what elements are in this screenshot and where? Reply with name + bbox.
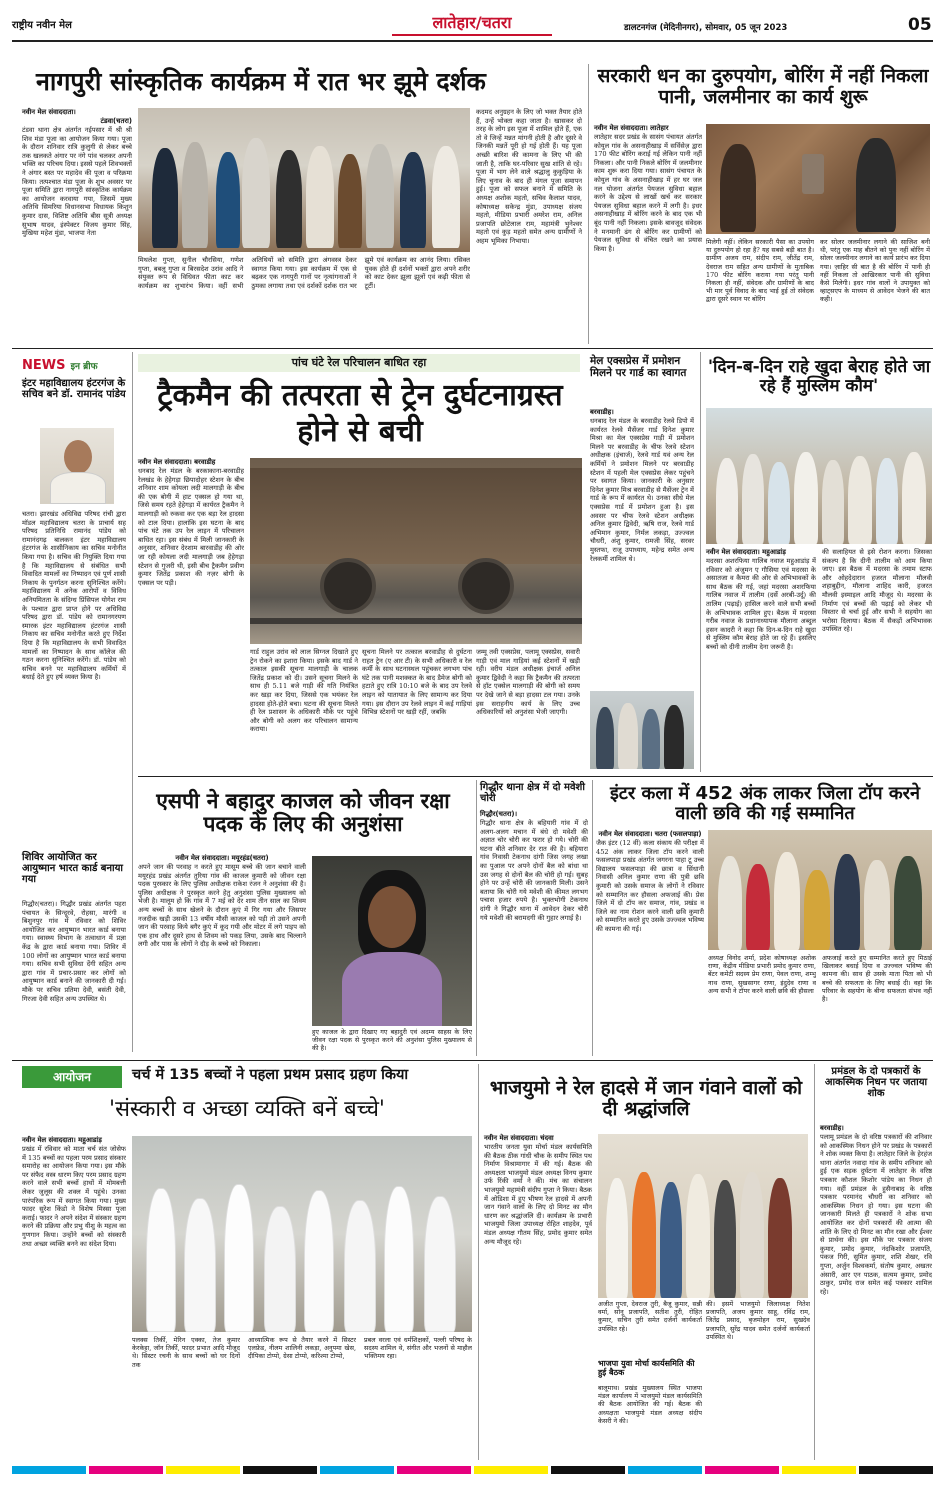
- brief2-body: गिद्धौर(चतरा)। गिद्धौर प्रखंड अंतर्गत पहरा पंचायत के सिन्दूरवे, रोहसा, मारंगी व बिशुनपुर गांव में रविवार को शिविर आयोजित कर आयुष्मान भारत कार्ड बनाया गया। स्वास्थ्य विभाग के तत्वाधान में प्रज्ञा केंद्र के द्वारा कार्ड बनाया गया। शिविर में 100 लोगों का आयुष्मान भारत कार्ड बनाया गया। सचिव सभी सुविधा देंगी सहित अन्य द्वारा गांव में प्रचार-प्रसार कर लोगों को आयुष्मान कार्ड बनाने की जानकारी दी गई। मौके पर सचिव प्रतिमा देवी, बसंती देवी, गिरजा देवी सहित अन्य उपस्थित थे।: [22, 900, 126, 1003]
- story5-col1: [706, 548, 816, 770]
- story9-photo: [132, 1136, 472, 1332]
- story6-caption: हुए काजल के द्वारा दिखाए गए बहादुरी एवं अदम्य साहस के लिए जीवन रक्षा पदक से पुरस्कृत करने की अनुशंसा पुलिस मुख्यालय से की है।: [312, 1028, 472, 1053]
- story1-byline: नवीन मेल संवाददाता।: [22, 108, 76, 116]
- story10-byline: नवीन मेल संवाददाता। चंदवा: [484, 1134, 554, 1142]
- story5-body: मदरसा अशरफिया गालिब नवाज महुआडांड़ में रविवार को अंजुमन ए गौसिया एवं मदरसा के असातजा व कैमरा की ओर से अभिभावकों के साथ बैठक की गई, जहां मदरसा अशरफिया गालिब नवाज में तालीम (दर्से अरबी-उर्दू) की तालिम (पढ़ाई) हासिल करने वाले सभी बच्चों के अभिभावक शामिल हुए। बैठक में मदरसा गरीब नवाज के प्रधानाध्यापक मौलाना अब्दुल हसन कादरी ने कहा कि दिन-ब-दिन राहे खुदा से मुस्लिम कौम बेराह होते जा रहे हैं। इसलिए बच्चों को दीनी तालीम देना जरूरी है।: [706, 557, 816, 651]
- story5-photo: [706, 408, 932, 544]
- story8-byline: नवीन मेल संवाददाता। चतरा (फसलपाड़ा): [598, 830, 702, 838]
- story1-body: टंडवा थाना क्षेत्र अंतर्गत नईपसार में श्री श्री शिव मंडा पूजा का आयोजन किया गया। पूजा के दौरान शनिवार रात्रि कुलुगी से लेकर बच्चे तक खलकते अंगार पर नंगे पांव चलकर अपनी भक्ति का परिचय दिया। इससे पहले शिवभक्तों ने अंगार बस्त पर महादेव की पूजा व परिक्रमा किया। तत्पश्चात मंडा पूजा के शुभ अवसर पर पूजा समिति द्वारा नागपुरी सांस्कृतिक कार्यक्रम का आयोजन करवाया गया, जिसमें मुख्य अतिथि सिमरिया विधानसभा विधायक किशुन कुमार दास, विशिष्ट अतिथि बीस सूत्री अध्यक्ष सुभाष यादव, इंस्पेक्टर विजय कुमार सिंह, मुखिया महेश मुंडा, भाजपा नेता: [22, 126, 132, 238]
- story9-kicker-label: आयोजन: [53, 1070, 91, 1084]
- section-title-box: [392, 14, 552, 36]
- story3-photo: [250, 458, 582, 644]
- story8-caption1: अध्यक्ष विनोद शर्मा, प्रदेश कोषाध्यक्ष अशोक राणा, केंद्रीय मीडिया प्रभारी प्रमोद कुमार राणा, बेंटर कमेटी सदस्य प्रेम राणा, पेवल राणा, शम्भु नाथ राणा, सुखसागर राणा, इंदुदेव राणा व अन्य सभी ने टॉपर करने वाली छवि की हौसला: [708, 954, 816, 995]
- divider: [132, 352, 133, 1052]
- dateline: डालटनगंज (मेदिनीनगर), सोमवार, 05 जून 2023: [624, 23, 788, 33]
- story2-photo: [706, 124, 930, 234]
- story9-caption2: आध्यात्मिक रूप से तैयार करने में सिस्टर एलफ्रेड, नीलम शालिनी लकड़ा, अनुपमा खेस, दीपिका टोप्पो, ग्रेसा टोप्पो, करिश्मा टोप्पो,: [248, 1336, 356, 1361]
- wheel: [458, 558, 514, 614]
- story9-kicker: [22, 1066, 122, 1088]
- story3-kicker-bar: [138, 354, 580, 372]
- story2-body: लातेहार सदर प्रखंड के सासंग पंचायत अंतर्गत कोयुल गांव के असनाहीखाड़ में सर्विसेज़ द्वारा 170 फीट बोरिंग कराई गई लेकिन पानी नहीं निकला। और पानी निकले बोरिंग में जलमीनार काम शुरू करा दिया गया। सासंग पंचायत के कोयुल गांव के असनाहीखाड़ में हर घर जल नल योजना अंतर्गत पेयजल सुविधा बहाल करने के उद्देश्य से लाखों खर्च कर सरकार पेयजल सुविधा बहाल करने में लगी है। इधर असनाहीखाड़ में बोरिंग करने के बाद एक भी बूंद पानी नहीं निकला। इसके बावजूद संवेदक ने मनमानी ढंग से बोरिंग कर ग्रामीणों को पेयजल सुविधा से वंचित रखने का प्रयास किया है।: [594, 133, 702, 253]
- story10-photo: [598, 1134, 808, 1298]
- story3-kicker: पांच घंटे रेल परिचालन बाधित रहा: [291, 356, 427, 369]
- portrait-shirt: [50, 472, 106, 504]
- story3-body2: गार्ड राहुल उरांव को लाल सिग्नल दिखाते हुए ट्रेन रोकने का इशारा किया। इसके बाद गार्ड ने तत्काल इसकी सूचना मालगाड़ी के चालक जितेंद्र प्रकाश को दी। उसने सूचना मिलने के साथ ही 5.11 बजे गाड़ी की गति नियंत्रित कर खड़ा कर दिया, जिससे एक भयंकर रेल हादसा होते-होते बचा। घटना की सूचना मिलते ही रेल प्रशासन के अधिकारी मौके पर पहुंचे और बोगी को अलग कर परिचालन सामान्य कराया।: [250, 648, 358, 734]
- story1-text-lower: [138, 256, 470, 342]
- story3-byline: नवीन मेल संवाददाता। बरवाडीह: [138, 458, 216, 466]
- story3-body3: सूचना मिलने पर तत्काल बरवाडीह से दुर्घटना राहत ट्रेन (ए आर टी) के सभी अधिकारी व रेल कर्मी के साथ घटनास्थल पहुंचकर लगभग पांच घंटे तक पानी मशक्कत के बाद डैमेज बोगी को हटाते हुए रात्रि 10:10 बजे के बाद उप रेलवे लाइन को यातायात के लिए सामान्य कर दिया गया। इस दौरान उप रेलवे लाइन में कई गाड़ियां विभिन्न स्टेशनों पर खड़ी रहीं, जबकि: [362, 648, 472, 717]
- story1-photo: [138, 108, 470, 252]
- rail-track: [250, 618, 582, 624]
- divider: [476, 780, 477, 1056]
- story11-col: [820, 1124, 932, 1458]
- divider: [478, 1064, 479, 1460]
- story6-body: अपने जान की परवाह न करते हुए मासूम बच्चे की जान बचाने वाली मयूरहंड प्रखंड अंतर्गत तुरिया गांव की काजल कुमारी को जीवन रक्षा पदक पुरस्कार के लिए पुलिस अधीक्षक राकेश रंजन ने अनुशंसा की है। पुलिस अधीक्षक ने पुरस्कृत करने हेतु अनुशंसा पुलिस मुख्यालय को भेजी है। मालूम हो कि गांव में 7 मई को देर शाम तीन साल का शिवम अन्य बच्चों के साथ खेलने के दौरान कुएं में गिर गया और जिसपर नजदीक खड़ी उसकी 13 वर्षीय मौसी काजल को पड़ी तो उसने अपनी जान की परवाह किये बगैर कुएं में कूद गयी और मोटर में लगे पाइप को एक हाथ और दूसरे हाथ से शिवम को पकड़ लिया, उसके बाद चिल्लाने लगी और पास के लोगों ने दौड़ के बच्चे को निकाला।: [138, 863, 306, 949]
- story8-photo: [708, 830, 932, 950]
- portrait-face: [64, 440, 92, 474]
- registration-bar: [12, 1466, 933, 1474]
- story2-col1: [594, 124, 702, 342]
- story2-caption1: मिलेगी नहीं। लेकिन सरकारी पैसा का उपयोग या दुरुपयोग हो रहा है? यह सबसे बड़ी बात है। ग्रामीण अजय राम, संदीप राम, जीतेंद्र राम, देवराज राम सहित अन्य ग्रामीणों के मुताबिक 170 फीट बोरिंग कराया गया परंतु पानी निकला ही नहीं, संवेदक और ग्रामीणों के बाद भी मार पूर्व विवाद के बाद भाई हुई तो संवेदक द्वारा दूसरे स्थान पर बोरिंग: [706, 238, 814, 304]
- story1-text-col1: [22, 108, 132, 338]
- story10-subheadline: भाजपा युवा मोर्चा कार्यसमिति की हुई बैठक: [598, 1359, 695, 1377]
- story1-body2: मिथलेश गुप्ता, सुनील चौरसिया, गणेश गुप्ता, बबलू गुप्ता व बिरसदेश उरांव आदि ने संयुक्त रूप से विधिवत फीता काट कर कार्यक्रम का शुभारंभ किया। वहीं सभी अतिथियों को समिति द्वारा अंगवस्त्र देकर स्वागत किया गया। इस कार्यक्रम में एक से बढ़कर एक नागपुरी गानों पर नृत्यांगनाओं ने ठुमका लगाया तथा एवं दर्शकों दर्शक रात भर झूमे एवं कार्यक्रम का आनंद लिया। रसिक्त युवक होते ही दर्शनों भक्तों द्वारा अपने शरीर को काट देकर झूला झूलों एवं कढ़ी फीता से टूटीं।: [138, 256, 470, 290]
- story8-col1: [596, 830, 704, 1054]
- story6-photo: [312, 856, 472, 1026]
- story11-body: पलामू प्रमंडल के दो वरिष्ठ पत्रकारों की शनिवार को आकस्मिक निधन होने पर प्रखंड के पत्रकारों ने शोक व्यक्त किया है। लातेहार जिले के हेरहंज थाना अंतर्गत नवादा गांव के समीप शनिवार को हुई एक सड़क दुर्घटना में लातेहार के वरिष्ठ पत्रकार कौशल किशोर पांडेय का निधन हो गया। वहीं प्रमंडल के हुसैनाबाद के वरिष्ठ पत्रकार परमानंद चौधरी का शनिवार को आकस्मिक निधन हो गया। इस घटना की जानकारी मिलते ही पत्रकारों ने शोक सभा आयोजित कर दोनों पत्रकारों की आत्मा की शांति के लिए दो मिनट का मौन रखा और ईश्वर से प्रार्थना की। इस मौके पर पत्रकार संजय कुमार, प्रमोद कुमार, नंदकिशोर प्रजापति, पंकज गिरी, सुमित कुमार, शशि शेखर, रवि गुप्ता, अर्जुन विश्वकर्मा, संतोष कुमार, अखतर अंसारी, आर एन पाठक, सत्यम कुमार, प्रमोद ठाकुर, प्रमोद राज समेत कई पत्रकार शामिल रहे।: [820, 1133, 932, 1296]
- story11-byline: बरवाडीह।: [820, 1124, 844, 1132]
- story3-col1: [138, 458, 244, 768]
- paper-name: राष्ट्रीय नवीन मेल: [12, 20, 72, 31]
- divider: [588, 64, 589, 344]
- story5-headline: 'दिन-ब-दिन राहे खुदा बेराह होते जा रहे हैं मुस्लिम कौम': [707, 357, 931, 396]
- story7-col: [480, 810, 588, 1054]
- story9-headline: चर्च में 135 बच्चों ने पहला प्रथम प्रसाद ग्रहण किया: [132, 1067, 409, 1083]
- story10-headline: भाजयुमो ने रेल हादसे में जान गंवाने वालों को दी श्रद्धांजलि: [489, 1077, 803, 1120]
- story10-caption: की। इसमें भाजयुमो जिलाध्यक्ष नितेश प्रजापति, अजय कुमार साहू, रविंद्र राम, जितेंद्र प्रसाद, बृजमोहन राम, सुखदेव प्रजापति, सुरेंद्र यादव समेत दर्जनों कार्यकर्ता उपस्थित थे।: [706, 1300, 810, 1341]
- brief1-portrait: [40, 428, 114, 504]
- story2-byline: नवीन मेल संवाददाता। लातेहार: [594, 124, 669, 132]
- masthead-rule: [12, 40, 933, 42]
- story7-headline: गिद्धौर थाना क्षेत्र में दो मवेशी चोरी: [480, 782, 585, 804]
- story11-headline: प्रमंडल के दो पत्रकारों के आकस्मिक निधन पर जताया शोक: [824, 1066, 928, 1099]
- story7-byline: गिद्धौर(चतरा)।: [480, 810, 518, 818]
- story1-body3: कदमद अनुग्रहन के लिए जो भक्त तैयार होते हैं, उन्हें भोक्ता कहा जाता है। खासकर दो तरह के लोग इस पूजा में शामिल होते हैं, एक तो वे जिन्हें मन्नत मांगनी होती है और दूसरे वे जिनकी मन्नतें पूरी हो गई होती हैं। यह पूजा अच्छी बारिश की कामना के लिए भी की जाती है, ताकि घर-परिवार सुख शांति से रहे। पूजा में भाग लेने वाले श्रद्धालु कुकुड़िया के लिए चुनाव के बाद ही मंगल पूजा समापन हुई। पूजा को सफल बनाने में समिति के अध्यक्ष अशोक महतो, सचिव कैलाश यादव, कोषाध्यक्ष सकेन्द्र मुंडा, उपाध्यक्ष संजय महतो, मीडिया प्रभारी अमरेश राम, अनिल प्रजापति छोटेलाल राम, महामंत्री भुनेश्वर महतो एवं कुड़ महतो समेत अन्य ग्रामीणों ने अहम भूमिका निभाया।: [476, 108, 582, 245]
- story9-byline: नवीन मेल संवाददाता। महुआडांड़: [22, 1136, 102, 1144]
- story8-caption2: अफजाई करते हुए सम्मानित करते हुए मिठाई खिलाकर बधाई दिया व उज्ज्वल भविष्य की कामना की। साथ ही उसके माता पिता को भी बच्चे की सफलता के लिए बधाई दी। वहां कि परिवार के सहयोग के बीना सफलता संभव नहीं है।: [822, 954, 932, 1004]
- story10-body2: अजीत गुप्ता, देवराज तुरी, बैजू कुमार, सन्नी वर्मा, सोनू प्रजापति, सतीश तुरी, रोहित कुमार, सचिन तुरी समेत दर्जनों कार्यकर्ता उपस्थित रहे।: [598, 1300, 702, 1333]
- story4-headline: मेल एक्सप्रेस में प्रमोशन मिलने पर गार्ड का स्वागत: [590, 355, 687, 379]
- masthead: [12, 10, 933, 44]
- divider: [814, 1064, 815, 1460]
- story2-headline: सरकारी धन का दुरुपयोग, बोरिंग में नहीं निकला पानी, जलमीनार का कार्य शुरू: [597, 65, 929, 108]
- story10-col1: [484, 1134, 592, 1458]
- story9-subheadline: 'संस्कारी व अच्छा व्यक्ति बनें बच्चे': [109, 1097, 385, 1122]
- section-title: लातेहार/चतरा: [432, 13, 512, 32]
- divider: [592, 780, 593, 1056]
- story4-photo: [590, 691, 694, 769]
- page-number: 05: [908, 15, 932, 35]
- divider: [700, 352, 701, 772]
- story6-headline: एसपी ने बहादुर काजल को जीवन रक्षा पदक के लिए की अनुशंसा: [156, 789, 450, 837]
- wagon-body: [250, 468, 582, 564]
- brief1-headline: इंटर महाविद्यालय हंटरगंज के सचिव बने डॉ. रामानंद पांडेय: [22, 378, 126, 400]
- story9-caption3: प्रबल वरला एवं धर्मशिक्षकों, पल्ली परिषद के सदस्य शामिल थे, संगीत और भजनों से माहौल भक्तिमय रहा।: [364, 1336, 472, 1361]
- story7-body: गिद्धौर थाना क्षेत्र के बहियारी गांव में दो अलग-अलग मचान में बंधे दो मवेशी की अज्ञात चोर चोरी कर फरार हो गये। चोरी की घटना बीते शनिवार देर रात की है। बहियारा गांव निवासी टेकनाथ दांगी जिस जगह लखा का पुआल पर अपने दोनों बैल को बांधा था उस जगह से दोनों बैल की चोरी हो गई। सुबह होने पर उन्हें चोरी की जानकारी मिली। उसने बताया कि चोरी गये मवेशी की कीमत लगभग पचास हजार रुपये है। भुक्तभोगी टेकनाथ दांगी ने गिद्धौर थाना में आवेदन देकर चोरी गये मवेशी की बरामदगी की गुहार लगाई है।: [480, 819, 588, 922]
- story6-byline: नवीन मेल संवाददाता। मयूरहंड(चतरा): [175, 854, 269, 862]
- story9-body: प्रखंड में रविवार को माता चर्च संत जोसेफ में 135 बच्चों का पहला परम प्रसाद संस्कार समारोह का आयोजन किया गया। इस मौके पर संफैद वस्त्र धारण किए परम प्रसाद ग्रहण करने वाले सभी बच्चों हाथों में मोमबत्ती लेकर जुलूस की शक्ल में पहुंचे। उनका पारंपरिक रूप में स्वागत किया गया। मुख्य फादर सुरेश किंडो ने विशेष मिस्सा पूजा कराई। फादर ने अपने संदेश में संस्कार ग्रहण करने की प्रक्रिया और प्रभु यीशु के महत्व का गुणगान किया। उन्होंने बच्चों को संस्कारी तथा अच्छा व्यक्ति बनने का संदेश दिया।: [22, 1145, 126, 1248]
- story4-col: [590, 408, 694, 768]
- section-divider: [12, 348, 933, 349]
- story1-dateline: टंडवा(चतरा): [100, 117, 132, 125]
- story10-subbody: बालूमाथ। प्रखंड मुख्यालय स्थित भाजपा मंडल कार्यालय में भाजयुमो मंडल कार्यसमिति की बैठक आयोजित की गई। बैठक की अध्यक्षता भाजयुमो मंडल अध्यक्ष संदीप केसरी ने की।: [598, 1384, 702, 1425]
- story1-headline: नागपुरी सांस्कृतिक कार्यक्रम में रात भर झूमे दर्शक: [36, 67, 486, 96]
- story4-byline: बरवाडीह।: [590, 408, 614, 416]
- news-badge-sub: इन ब्रीफ: [70, 362, 98, 372]
- story5-body2: की सलाहियत से इसे रोशन करना। जिसका संकल्प है कि दीनी तालीम को आम किया जाए। इस बैठक में मदरसा के तमाम स्टाफ और ओहदेदारान हजरत मौलाना मौलवी शहाबुद्दीन, मौलाना शाहिद कारी, हजरत मौलवी इस्माइल आदि मौजूद थे। मदरसा के निर्माण एवं बच्चों की पढ़ाई को लेकर भी विस्तार से चर्चा हुई और सभी ने सहयोग का भरोसा दिलाया। बैठक में सैकड़ों अभिभावक उपस्थित रहे।: [822, 548, 932, 634]
- story10-body: भारतीय जनता युवा मोर्चा मंडल कार्यसमिति की बैठक ठीक गांधी चौक के समीप स्थित पथ निर्माण विश्रामागार में की गई। बैठक की अध्यक्षता भाजयुमो मंडल अध्यक्ष विनय कुमार उर्फ रिंकी वर्मा ने की। मंच का संचालन भाजयुमो महामंत्री संदीप गुप्ता ने किया। बैठक में ओडिशा में हुए भीषण रेल हादसे में अपनी जान गंवाने वालों के लिए दो मिनट का मौन धारण कर श्रद्धांजलि दी। कार्यक्रम के प्रभारी भाजयुमो जिला उपाध्यक्ष रोहित शाहदेव, पूर्व मंडल अध्यक्ष गौतम सिंह, प्रमोद कुमार समेत अन्य मौजूद रहे।: [484, 1143, 592, 1246]
- story9-caption1: पलक्स तिर्की, मेरिन एक्का, तेज कुमार केरकेट्टा, जॉन तिर्की, फादर प्रभात आदि मौजूद थे। सिस्टर रचनी के साथ बच्चों को घर दिनों तक: [132, 1336, 240, 1369]
- news-badge: NEWS: [22, 358, 66, 373]
- story8-headline: इंटर कला में 452 अंक लाकर जिला टॉप करने वाली छवि की गई सम्मानित: [609, 783, 921, 824]
- girl-dress: [342, 952, 442, 1026]
- brief2-headline: शिविर आयोजित कर आयुष्मान भारत कार्ड बनाया गया: [22, 852, 124, 885]
- wheel: [320, 558, 376, 614]
- girl-face: [368, 886, 416, 948]
- news-brief-header: [22, 354, 126, 376]
- story8-body: जैक इंटर (12 वीं) कला संकाय की परीक्षा में 452 अंक लाकर जिला टॉप करने वाली फसलपाड़ा प्रखंड अंतर्गत जगरना पाहा टू उच्च विद्यालय फसलपाड़ा की छात्रा व सिंधानी निवासी अनिल कुमार राणा की पुत्री छवि कुमारी को उसके समाज के लोगों ने रविवार को सम्मानित कर हौसला अफजाई की। प्रेस जिले में दो टॉप कर समाज, गांव, प्रखंड व जिले का नाम रोशन करने वाली छवि कुमारी को सम्मानित करते हुए उसके उज्ज्वल भविष्य की कामना की गई।: [596, 839, 704, 933]
- story4-body: धनबाद रेल मंडल के बरवाडीह रेलवे डिपो में कार्यरत रेलवे मैसेंजर गार्ड दिनेश कुमार मिश्रा का मेल एक्सप्रेस गाड़ी में प्रमोशन मिलने पर बरवाडीह के चीफ रेलवे स्टेशन अधीक्षक (इंचार्ज), रेलवे गार्ड यवं अन्य रेल कर्मियों ने प्रमोशन मिलने पर बरवाडीह स्टेशन में पहली मेल एक्सप्रेस लेकर पहुंचने पर स्वागत किया। जानकारी के अनुसार दिनेश कुमार मिश्र बरवाडीह से मैसेंजर ट्रेन में गार्ड के रूप में कार्यरत थे। उनका सीधे मेल एक्सप्रेस गार्ड में प्रमोशन हुआ है। इस अवसर पर चीफ रेलवे स्टेशन अधीक्षक अनिल कुमार द्विवेदी, ऋषि राज, रेलवे गार्ड अभिमान कुमार, निर्मल लकड़ा, उज्ज्वल चौधरी, अंशु कुमार, रामजी सिंह, सरवर मुस्तफा, राजू उपाध्याय, महेन्द्र समेत अन्य रेलकर्मी शामिल थे।: [590, 417, 694, 563]
- story6-col1: [138, 854, 306, 1052]
- section-divider: [138, 776, 933, 777]
- story3-body: धनबाद रेल मंडल के बरकाकाना-बरवाडीह रेलखंड के हेहेगड़ा छिपादोहर स्टेशन के बीच शनिवार शाम कोयला लदी मालगाड़ी के बीच की एक बोगी में हाट एक्सल हो गया था, जिसे समय रहते हेहेगड़ा में कार्यरत ट्रैकमैन ने मालगाड़ी को रुकवा कर एक बड़ा रेल हादसा को टाल दिया। हालांकि इस घटना के बाद पांच घंटे तक उप रेल लाइन में परिचालन बाधित रहा। इस संबंध में मिली जानकारी के अनुसार, शनिवार देरशाम बारवाडीह की ओर जा रही कोयला लदी मालगाड़ी जब हेहेगड़ा स्टेशन से गुजरी थी, इसी बीच ट्रैकमैन प्रवीण कुमार जितेंद्र प्रकाश की नज़र बोगी के एक्सल पर पड़ी।: [138, 467, 244, 587]
- story2-caption2: कर सोलर जलमीनार लगाने की साजिश बनी थी, परंतु एक माह बीतने को पुनः नहीं बोरिंग में सोलर जलमीनार लगाने का कार्य प्रारंभ कर दिया गया। ज़ाहिर सी बात है की बोरिंग में पानी ही नहीं निकला तो आखिरकार पानी की सुविधा कैसे मिलेगी। इधर गांव वालों ने उपायुक्त को व्हाट्सएप के माध्यम से आवेदन भेजने की बात कही।: [820, 238, 930, 304]
- story3-body4: जम्मू तवी एक्सप्रेस, पलामू एक्सप्रेस, सवारी गाड़ी एवं माल गाड़ियां कई स्टेशनों में खड़ी रही। वरीय मंडल अधीक्षक इंचार्ज अनिल कुमार द्विवेदी ने कहा कि ट्रैकमैन की तत्परता से हॉट एक्सेल मालगाड़ी की बोगी को समय पर देखे जाने से बड़ा हादसा टल गया। उनके इस सराहनीय कार्य के लिए उच्च अधिकारियों को अनुशंसा भेजी जाएगी।: [476, 648, 580, 717]
- story9-col1: [22, 1136, 126, 1456]
- story3-headline: ट्रैकमैन की तत्परता से ट्रेन दुर्घटनाग्रस्त होने से बची: [157, 378, 563, 449]
- section-divider: [12, 1060, 933, 1061]
- brief1-body: चतरा। झारखंड अधिविद्य परिषद रांची द्वारा मॉडल महाविद्यालय चतरा के प्राचार्य सह परिषद प्रतिनिधि रामानंद पांडेय को रामानंदगढ़ बालकन इंटर महाविद्यालय हंटरगंज के शासीनिकाय का सचिव मनोनीत किया गया है। सचिव की नियुक्ति दिया गया है कि महाविद्यालय से संबंधित सभी विवादित मामलों का निष्पादन एवं पूर्ण शासी निकाय के पुनर्गठन करना सुनिश्चित करेंगे। महाविद्यालय में अनेक आरोपों व विविध अनियमितता के संदिग्ध प्रिंसिपल योगेश राम के पश्चात द्वारा प्राप्त होने पर अधिविद्य परिषद द्वारा डॉ. पांडेय को रामानगरयण स्मारक इंटर महाविद्यालय हंटरगंज शासी निकाय का सचिव मनोनीत करते हुए निर्देश दिया है कि महाविद्यालय के सभी विवादित मामलों का निष्पादन के साथ कॉलेज की गठन करना सुनिश्चित करेंगे। डॉ. पांडेय को सचिव बनने पर महाविद्यालय कर्मियों में बधाई देते हुए हर्ष व्यक्त किया है।: [22, 510, 126, 682]
- story5-byline: नवीन मेल संवाददाता। महुआडांड़: [706, 548, 786, 556]
